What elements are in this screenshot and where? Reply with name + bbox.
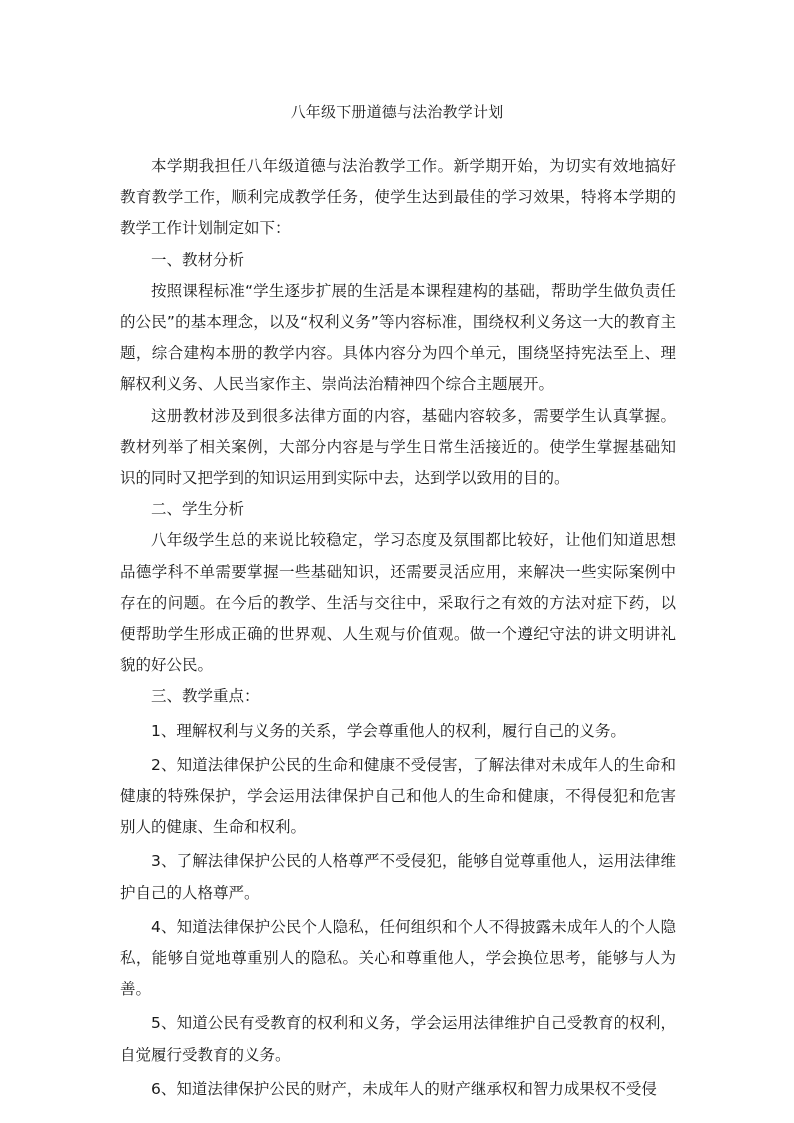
textbook-paragraph-2: 这册教材涉及到很多法律方面的内容，基础内容较多，需要学生认真掌握。教材列举了相关案例，大部分内容是与学生日常生活接近的。使学生掌握基础知识的同时又把学到的知识运用到实际中去，达到学以致用的目的。 xyxy=(120,406,676,488)
focus-item-5: 5、知道公民有受教育的权利和义务，学会运用法律维护自己受教育的权利，自觉履行受教育的义务。 xyxy=(120,1014,676,1064)
document-title: 八年级下册道德与法治教学计划 xyxy=(290,103,504,121)
focus-item-6: 6、知道法律保护公民的财产，未成年人的财产继承权和智力成果权不受侵 xyxy=(151,1079,657,1098)
focus-item-4: 4、知道法律保护公民个人隐私，任何组织和个人不得披露未成年人的个人隐私，能够自觉地尊重别人的隐私。关心和尊重他人，学会换位思考，能够与人为善。 xyxy=(120,917,676,999)
intro-paragraph: 本学期我担任八年级道德与法治教学工作。新学期开始，为切实有效地搞好教育教学工作，顺利完成教学任务，使学生达到最佳的学习效果，特将本学期的教学工作计划制定如下： xyxy=(120,157,676,238)
focus-item-2: 2、知道法律保护公民的生命和健康不受侵害，了解法律对未成年人的生命和健康的特殊保护，学会运用法律保护自己和他人的生命和健康，不得侵犯和危害别人的健康、生命和权利。 xyxy=(120,755,676,837)
section-heading-focus: 三、教学重点： xyxy=(151,687,260,706)
document-body xyxy=(120,151,676,1105)
focus-item-3: 3、了解法律保护公民的人格尊严不受侵犯，能够自觉尊重他人，运用法律维护自己的人格尊严。 xyxy=(120,852,676,902)
students-paragraph: 八年级学生总的来说比较稳定，学习态度及氛围都比较好，让他们知道思想品德学科不单需要掌握一些基础知识，还需要灵活应用，来解决一些实际案例中存在的问题。在今后的教学、生活与交往中，采取行之有效的方法对症下药，以便帮助学生形成正确的世界观、人生观与价值观。做一个遵纪守法的讲文明讲礼貌的好公民。 xyxy=(120,531,676,675)
focus-item-1: 1、理解权利与义务的关系，学会尊重他人的权利，履行自己的义务。 xyxy=(151,721,626,740)
section-heading-students: 二、学生分析 xyxy=(151,500,245,519)
textbook-paragraph-1: 按照课程标准“学生逐步扩展的生活是本课程建构的基础，帮助学生做负责任的公民”的基本理念，以及“权利义务”等内容标准，围绕权利义务这一大的教育主题，综合建构本册的教学内容。具体内容分为四个单元，围绕坚持宪法至上、理解权利义务、人民当家作主、崇尚法治精神四个综合主题展开。 xyxy=(120,281,676,394)
section-heading-textbook: 一、教材分析 xyxy=(151,250,245,269)
